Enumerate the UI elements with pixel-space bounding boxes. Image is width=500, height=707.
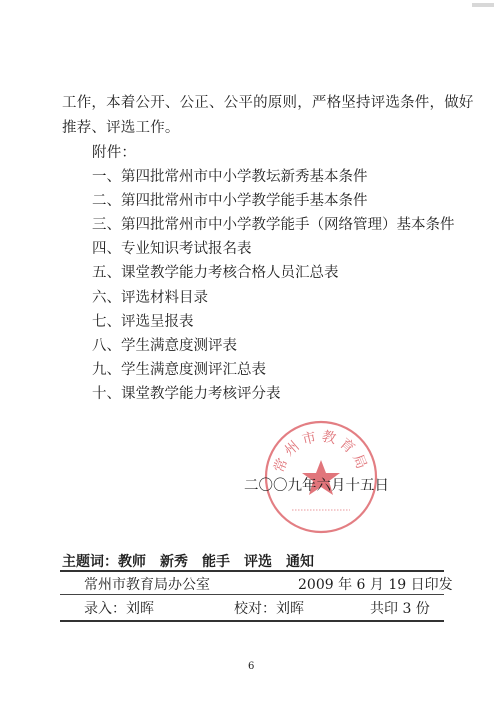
divider-line [60, 594, 444, 595]
keyword: 通知 [286, 554, 314, 570]
attachment-item: 九、学生满意度测评汇总表 [92, 362, 266, 378]
attachment-item: 二、第四批常州市中小学教学能手基本条件 [92, 193, 368, 209]
attachment-item: 三、第四批常州市中小学教学能手（网络管理）基本条件 [92, 217, 455, 233]
issue-date: 二〇〇九年六月十五日 [244, 478, 389, 494]
print-date: 2009 年 6 月 19 日印发 [298, 577, 453, 593]
divider-line [60, 570, 444, 572]
attachment-item: 六、评选材料目录 [92, 290, 208, 306]
attachment-item: 一、第四批常州市中小学教坛新秀基本条件 [92, 169, 368, 185]
paragraph-line-1: 工作，本着公开、公正、公平的原则，严格坚持评选条件，做好 [62, 95, 474, 111]
entry-clerk: 录入：刘晖 [84, 601, 154, 617]
attachment-item: 四、专业知识考试报名表 [92, 241, 252, 257]
subject-label: 主题词： [62, 554, 118, 570]
issuing-office: 常州市教育局办公室 [84, 577, 210, 593]
divider-line [60, 620, 444, 622]
attachment-item: 五、课堂教学能力考核合格人员汇总表 [92, 265, 339, 281]
svg-text:常州市教育局: 常州市教育局 [271, 428, 371, 475]
keyword: 能手 [202, 554, 230, 570]
copy-count: 共印 3 份 [370, 601, 430, 617]
page-number: 6 [248, 661, 255, 672]
attachment-item: 八、学生满意度测评表 [92, 338, 237, 354]
attachment-item: 十、课堂教学能力考核评分表 [92, 386, 281, 402]
keyword: 新秀 [160, 554, 188, 570]
paragraph-line-2: 推荐、评选工作。 [62, 120, 180, 136]
keyword: 教师 [118, 554, 146, 570]
subject-keywords [62, 551, 314, 571]
keyword: 评选 [244, 554, 272, 570]
scan-mark [472, 3, 494, 7]
proofreader: 校对：刘晖 [234, 601, 304, 617]
attachment-item: 七、评选呈报表 [92, 314, 194, 330]
attachments-heading: 附件： [92, 145, 137, 161]
